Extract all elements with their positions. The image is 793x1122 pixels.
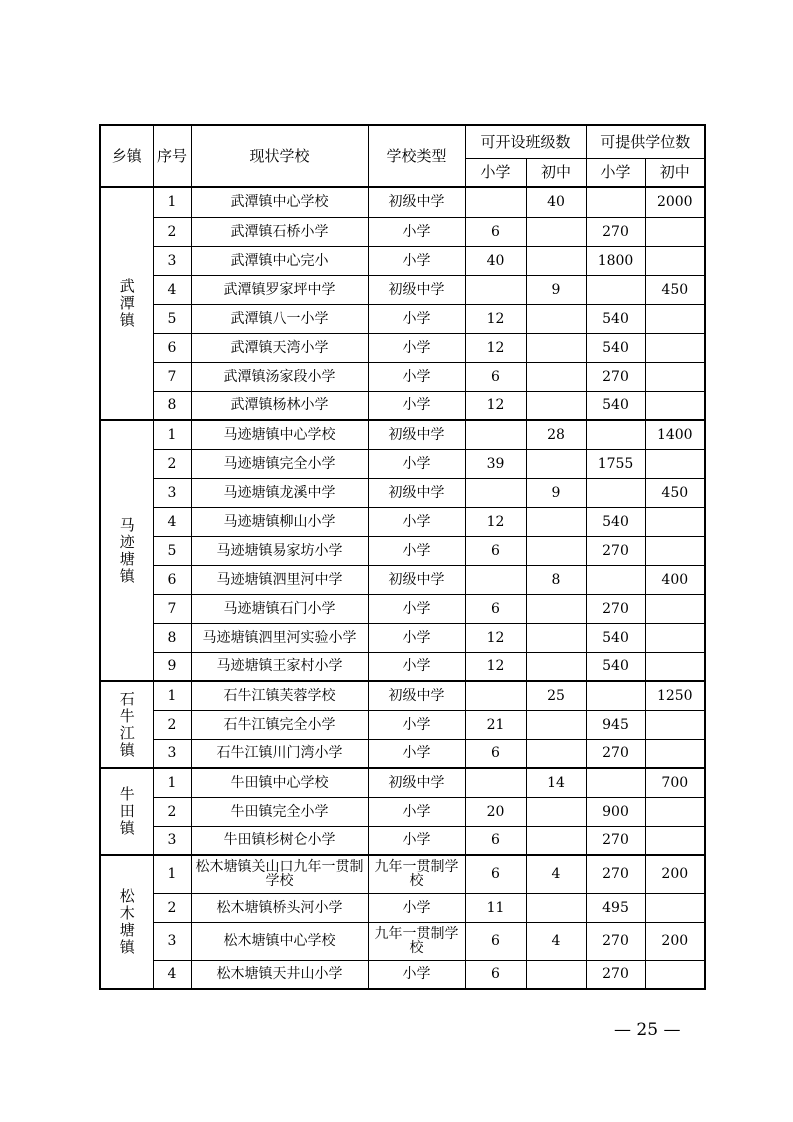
primary-seats-cell: 270 xyxy=(586,960,645,989)
header-classes: 可开设班级数 xyxy=(465,125,586,158)
header-seats-primary: 小学 xyxy=(586,158,645,187)
junior-classes-cell xyxy=(526,391,586,420)
junior-seats-cell xyxy=(645,449,705,478)
junior-classes-cell: 9 xyxy=(526,478,586,507)
primary-classes-cell: 6 xyxy=(465,922,526,960)
seq-cell: 5 xyxy=(153,536,191,565)
primary-classes-cell xyxy=(465,768,526,797)
junior-classes-cell xyxy=(526,449,586,478)
primary-seats-cell xyxy=(586,187,645,217)
seq-cell: 1 xyxy=(153,768,191,797)
school-type-cell: 小学 xyxy=(368,623,465,652)
school-name-cell: 武潭镇石桥小学 xyxy=(191,217,368,246)
junior-classes-cell: 4 xyxy=(526,922,586,960)
primary-classes-cell: 20 xyxy=(465,797,526,826)
primary-seats-cell xyxy=(586,565,645,594)
seq-cell: 8 xyxy=(153,391,191,420)
school-type-cell: 小学 xyxy=(368,507,465,536)
junior-classes-cell xyxy=(526,710,586,739)
junior-seats-cell xyxy=(645,960,705,989)
seq-cell: 2 xyxy=(153,797,191,826)
junior-seats-cell xyxy=(645,333,705,362)
seq-cell: 8 xyxy=(153,623,191,652)
table-row xyxy=(100,333,705,362)
seq-cell: 6 xyxy=(153,565,191,594)
junior-seats-cell xyxy=(645,594,705,623)
primary-classes-cell xyxy=(465,187,526,217)
seq-cell: 7 xyxy=(153,594,191,623)
junior-seats-cell: 1400 xyxy=(645,420,705,449)
table-row xyxy=(100,739,705,768)
primary-classes-cell xyxy=(465,275,526,304)
junior-classes-cell xyxy=(526,739,586,768)
school-name-cell: 马迹塘镇泗里河实验小学 xyxy=(191,623,368,652)
school-type-cell: 小学 xyxy=(368,652,465,681)
table-row xyxy=(100,855,705,893)
junior-seats-cell xyxy=(645,797,705,826)
school-type-cell: 小学 xyxy=(368,893,465,922)
town-group xyxy=(100,681,705,768)
primary-seats-cell: 495 xyxy=(586,893,645,922)
school-type-cell: 初级中学 xyxy=(368,768,465,797)
town-name-cell: 马迹塘镇 xyxy=(100,420,153,681)
table-row xyxy=(100,391,705,420)
table-row xyxy=(100,893,705,922)
junior-classes-cell: 28 xyxy=(526,420,586,449)
school-type-cell: 小学 xyxy=(368,536,465,565)
school-name-cell: 牛田镇完全小学 xyxy=(191,797,368,826)
table-row xyxy=(100,187,705,217)
school-name-cell: 牛田镇中心学校 xyxy=(191,768,368,797)
primary-classes-cell: 12 xyxy=(465,304,526,333)
town-name-cell: 武潭镇 xyxy=(100,187,153,420)
primary-classes-cell: 6 xyxy=(465,960,526,989)
seq-cell: 1 xyxy=(153,855,191,893)
school-type-cell: 小学 xyxy=(368,217,465,246)
junior-seats-cell: 200 xyxy=(645,922,705,960)
seq-cell: 3 xyxy=(153,478,191,507)
junior-seats-cell xyxy=(645,391,705,420)
seq-cell: 2 xyxy=(153,893,191,922)
table-row xyxy=(100,217,705,246)
junior-seats-cell xyxy=(645,507,705,536)
table-row xyxy=(100,826,705,855)
primary-seats-cell: 1800 xyxy=(586,246,645,275)
school-name-cell: 马迹塘镇泗里河中学 xyxy=(191,565,368,594)
junior-classes-cell: 9 xyxy=(526,275,586,304)
town-group xyxy=(100,187,705,420)
school-type-cell: 小学 xyxy=(368,710,465,739)
school-type-cell: 初级中学 xyxy=(368,681,465,710)
primary-seats-cell xyxy=(586,275,645,304)
seq-cell: 4 xyxy=(153,275,191,304)
primary-seats-cell: 540 xyxy=(586,304,645,333)
seq-cell: 2 xyxy=(153,449,191,478)
junior-seats-cell xyxy=(645,217,705,246)
school-name-cell: 松木塘镇中心学校 xyxy=(191,922,368,960)
town-group xyxy=(100,768,705,855)
seq-cell: 1 xyxy=(153,681,191,710)
school-name-cell: 武潭镇中心完小 xyxy=(191,246,368,275)
primary-classes-cell: 6 xyxy=(465,739,526,768)
table-row xyxy=(100,420,705,449)
school-name-cell: 石牛江镇完全小学 xyxy=(191,710,368,739)
primary-classes-cell: 12 xyxy=(465,391,526,420)
junior-seats-cell xyxy=(645,739,705,768)
header-type: 学校类型 xyxy=(368,125,465,187)
primary-seats-cell: 540 xyxy=(586,652,645,681)
primary-seats-cell xyxy=(586,420,645,449)
school-name-cell: 武潭镇八一小学 xyxy=(191,304,368,333)
primary-classes-cell: 12 xyxy=(465,623,526,652)
primary-classes-cell: 6 xyxy=(465,594,526,623)
school-name-cell: 马迹塘镇龙溪中学 xyxy=(191,478,368,507)
junior-seats-cell xyxy=(645,304,705,333)
primary-classes-cell xyxy=(465,478,526,507)
junior-classes-cell xyxy=(526,304,586,333)
junior-seats-cell: 450 xyxy=(645,275,705,304)
primary-seats-cell: 270 xyxy=(586,826,645,855)
school-type-cell: 初级中学 xyxy=(368,565,465,594)
table-row xyxy=(100,960,705,989)
table-row xyxy=(100,565,705,594)
school-type-cell: 小学 xyxy=(368,739,465,768)
school-type-cell: 小学 xyxy=(368,391,465,420)
town-name-cell: 石牛江镇 xyxy=(100,681,153,768)
junior-classes-cell xyxy=(526,826,586,855)
school-name-cell: 石牛江镇川门湾小学 xyxy=(191,739,368,768)
seq-cell: 7 xyxy=(153,362,191,391)
junior-classes-cell xyxy=(526,594,586,623)
primary-seats-cell: 270 xyxy=(586,362,645,391)
junior-seats-cell xyxy=(645,536,705,565)
primary-seats-cell: 945 xyxy=(586,710,645,739)
header-town: 乡镇 xyxy=(100,125,153,187)
seq-cell: 2 xyxy=(153,710,191,739)
primary-classes-cell xyxy=(465,565,526,594)
seq-cell: 3 xyxy=(153,739,191,768)
school-name-cell: 松木塘镇桥头河小学 xyxy=(191,893,368,922)
junior-classes-cell xyxy=(526,246,586,275)
primary-classes-cell: 12 xyxy=(465,333,526,362)
primary-seats-cell: 270 xyxy=(586,217,645,246)
school-type-cell: 小学 xyxy=(368,362,465,391)
junior-seats-cell: 700 xyxy=(645,768,705,797)
primary-seats-cell xyxy=(586,768,645,797)
school-name-cell: 石牛江镇芙蓉学校 xyxy=(191,681,368,710)
junior-seats-cell xyxy=(645,893,705,922)
school-type-cell: 初级中学 xyxy=(368,478,465,507)
school-type-cell: 小学 xyxy=(368,594,465,623)
table-row xyxy=(100,304,705,333)
junior-classes-cell: 14 xyxy=(526,768,586,797)
junior-classes-cell xyxy=(526,797,586,826)
junior-seats-cell xyxy=(645,623,705,652)
school-name-cell: 武潭镇汤家段小学 xyxy=(191,362,368,391)
junior-seats-cell xyxy=(645,710,705,739)
school-name-cell: 武潭镇天湾小学 xyxy=(191,333,368,362)
school-type-cell: 小学 xyxy=(368,797,465,826)
junior-classes-cell xyxy=(526,362,586,391)
school-name-cell: 马迹塘镇石门小学 xyxy=(191,594,368,623)
town-group xyxy=(100,855,705,989)
primary-classes-cell: 6 xyxy=(465,855,526,893)
primary-seats-cell: 270 xyxy=(586,594,645,623)
junior-classes-cell xyxy=(526,623,586,652)
table-row xyxy=(100,594,705,623)
school-name-cell: 松木塘镇关山口九年一贯制学校 xyxy=(191,855,368,893)
seq-cell: 5 xyxy=(153,304,191,333)
school-name-cell: 武潭镇罗家坪中学 xyxy=(191,275,368,304)
school-type-cell: 九年一贯制学校 xyxy=(368,922,465,960)
junior-classes-cell xyxy=(526,333,586,362)
header-seats: 可提供学位数 xyxy=(586,125,705,158)
junior-classes-cell xyxy=(526,893,586,922)
junior-classes-cell: 4 xyxy=(526,855,586,893)
header-classes-junior: 初中 xyxy=(526,158,586,187)
school-name-cell: 马迹塘镇中心学校 xyxy=(191,420,368,449)
seq-cell: 2 xyxy=(153,217,191,246)
junior-seats-cell xyxy=(645,652,705,681)
primary-classes-cell xyxy=(465,681,526,710)
primary-classes-cell: 12 xyxy=(465,507,526,536)
primary-classes-cell: 6 xyxy=(465,362,526,391)
junior-classes-cell xyxy=(526,217,586,246)
primary-classes-cell: 39 xyxy=(465,449,526,478)
school-name-cell: 武潭镇中心学校 xyxy=(191,187,368,217)
junior-classes-cell xyxy=(526,536,586,565)
school-capacity-table xyxy=(99,124,706,990)
table-row xyxy=(100,652,705,681)
school-name-cell: 马迹塘镇易家坊小学 xyxy=(191,536,368,565)
header-seats-junior: 初中 xyxy=(645,158,705,187)
junior-seats-cell: 1250 xyxy=(645,681,705,710)
school-type-cell: 小学 xyxy=(368,246,465,275)
primary-classes-cell: 6 xyxy=(465,217,526,246)
school-name-cell: 松木塘镇天井山小学 xyxy=(191,960,368,989)
table-row xyxy=(100,246,705,275)
seq-cell: 9 xyxy=(153,652,191,681)
school-type-cell: 九年一贯制学校 xyxy=(368,855,465,893)
junior-classes-cell xyxy=(526,652,586,681)
seq-cell: 3 xyxy=(153,246,191,275)
header-seq: 序号 xyxy=(153,125,191,187)
school-name-cell: 牛田镇杉树仑小学 xyxy=(191,826,368,855)
table-row xyxy=(100,449,705,478)
table-row xyxy=(100,768,705,797)
table-row xyxy=(100,478,705,507)
primary-classes-cell: 40 xyxy=(465,246,526,275)
primary-classes-cell: 6 xyxy=(465,536,526,565)
school-type-cell: 小学 xyxy=(368,449,465,478)
table-row xyxy=(100,623,705,652)
town-group xyxy=(100,420,705,681)
primary-seats-cell: 540 xyxy=(586,391,645,420)
junior-seats-cell xyxy=(645,826,705,855)
primary-seats-cell: 270 xyxy=(586,855,645,893)
primary-classes-cell: 6 xyxy=(465,826,526,855)
table-header xyxy=(100,125,705,187)
primary-seats-cell: 270 xyxy=(586,739,645,768)
seq-cell: 6 xyxy=(153,333,191,362)
seq-cell: 3 xyxy=(153,922,191,960)
seq-cell: 3 xyxy=(153,826,191,855)
primary-classes-cell: 12 xyxy=(465,652,526,681)
table-row xyxy=(100,275,705,304)
school-type-cell: 小学 xyxy=(368,304,465,333)
junior-classes-cell xyxy=(526,507,586,536)
junior-seats-cell xyxy=(645,362,705,391)
junior-seats-cell: 450 xyxy=(645,478,705,507)
junior-seats-cell: 200 xyxy=(645,855,705,893)
table-row xyxy=(100,922,705,960)
junior-classes-cell: 8 xyxy=(526,565,586,594)
table-row xyxy=(100,536,705,565)
primary-seats-cell xyxy=(586,681,645,710)
junior-seats-cell: 2000 xyxy=(645,187,705,217)
primary-classes-cell xyxy=(465,420,526,449)
school-type-cell: 初级中学 xyxy=(368,187,465,217)
page-number: — 25 — xyxy=(614,1020,681,1040)
junior-seats-cell: 400 xyxy=(645,565,705,594)
primary-classes-cell: 11 xyxy=(465,893,526,922)
table-row xyxy=(100,710,705,739)
primary-seats-cell: 540 xyxy=(586,507,645,536)
town-name-cell: 松木塘镇 xyxy=(100,855,153,989)
junior-classes-cell: 25 xyxy=(526,681,586,710)
school-name-cell: 马迹塘镇王家村小学 xyxy=(191,652,368,681)
seq-cell: 4 xyxy=(153,960,191,989)
table-row xyxy=(100,507,705,536)
school-type-cell: 小学 xyxy=(368,333,465,362)
table-row xyxy=(100,797,705,826)
school-name-cell: 马迹塘镇柳山小学 xyxy=(191,507,368,536)
seq-cell: 1 xyxy=(153,420,191,449)
primary-seats-cell: 270 xyxy=(586,536,645,565)
table-row xyxy=(100,681,705,710)
junior-seats-cell xyxy=(645,246,705,275)
town-name-cell: 牛田镇 xyxy=(100,768,153,855)
primary-seats-cell xyxy=(586,478,645,507)
school-type-cell: 小学 xyxy=(368,826,465,855)
school-type-cell: 小学 xyxy=(368,960,465,989)
junior-classes-cell xyxy=(526,960,586,989)
primary-seats-cell: 270 xyxy=(586,922,645,960)
primary-seats-cell: 900 xyxy=(586,797,645,826)
seq-cell: 1 xyxy=(153,187,191,217)
primary-seats-cell: 540 xyxy=(586,333,645,362)
seq-cell: 4 xyxy=(153,507,191,536)
header-classes-primary: 小学 xyxy=(465,158,526,187)
table-row xyxy=(100,362,705,391)
school-type-cell: 初级中学 xyxy=(368,275,465,304)
primary-classes-cell: 21 xyxy=(465,710,526,739)
header-school: 现状学校 xyxy=(191,125,368,187)
school-name-cell: 武潭镇杨林小学 xyxy=(191,391,368,420)
school-name-cell: 马迹塘镇完全小学 xyxy=(191,449,368,478)
school-type-cell: 初级中学 xyxy=(368,420,465,449)
primary-seats-cell: 1755 xyxy=(586,449,645,478)
junior-classes-cell: 40 xyxy=(526,187,586,217)
primary-seats-cell: 540 xyxy=(586,623,645,652)
